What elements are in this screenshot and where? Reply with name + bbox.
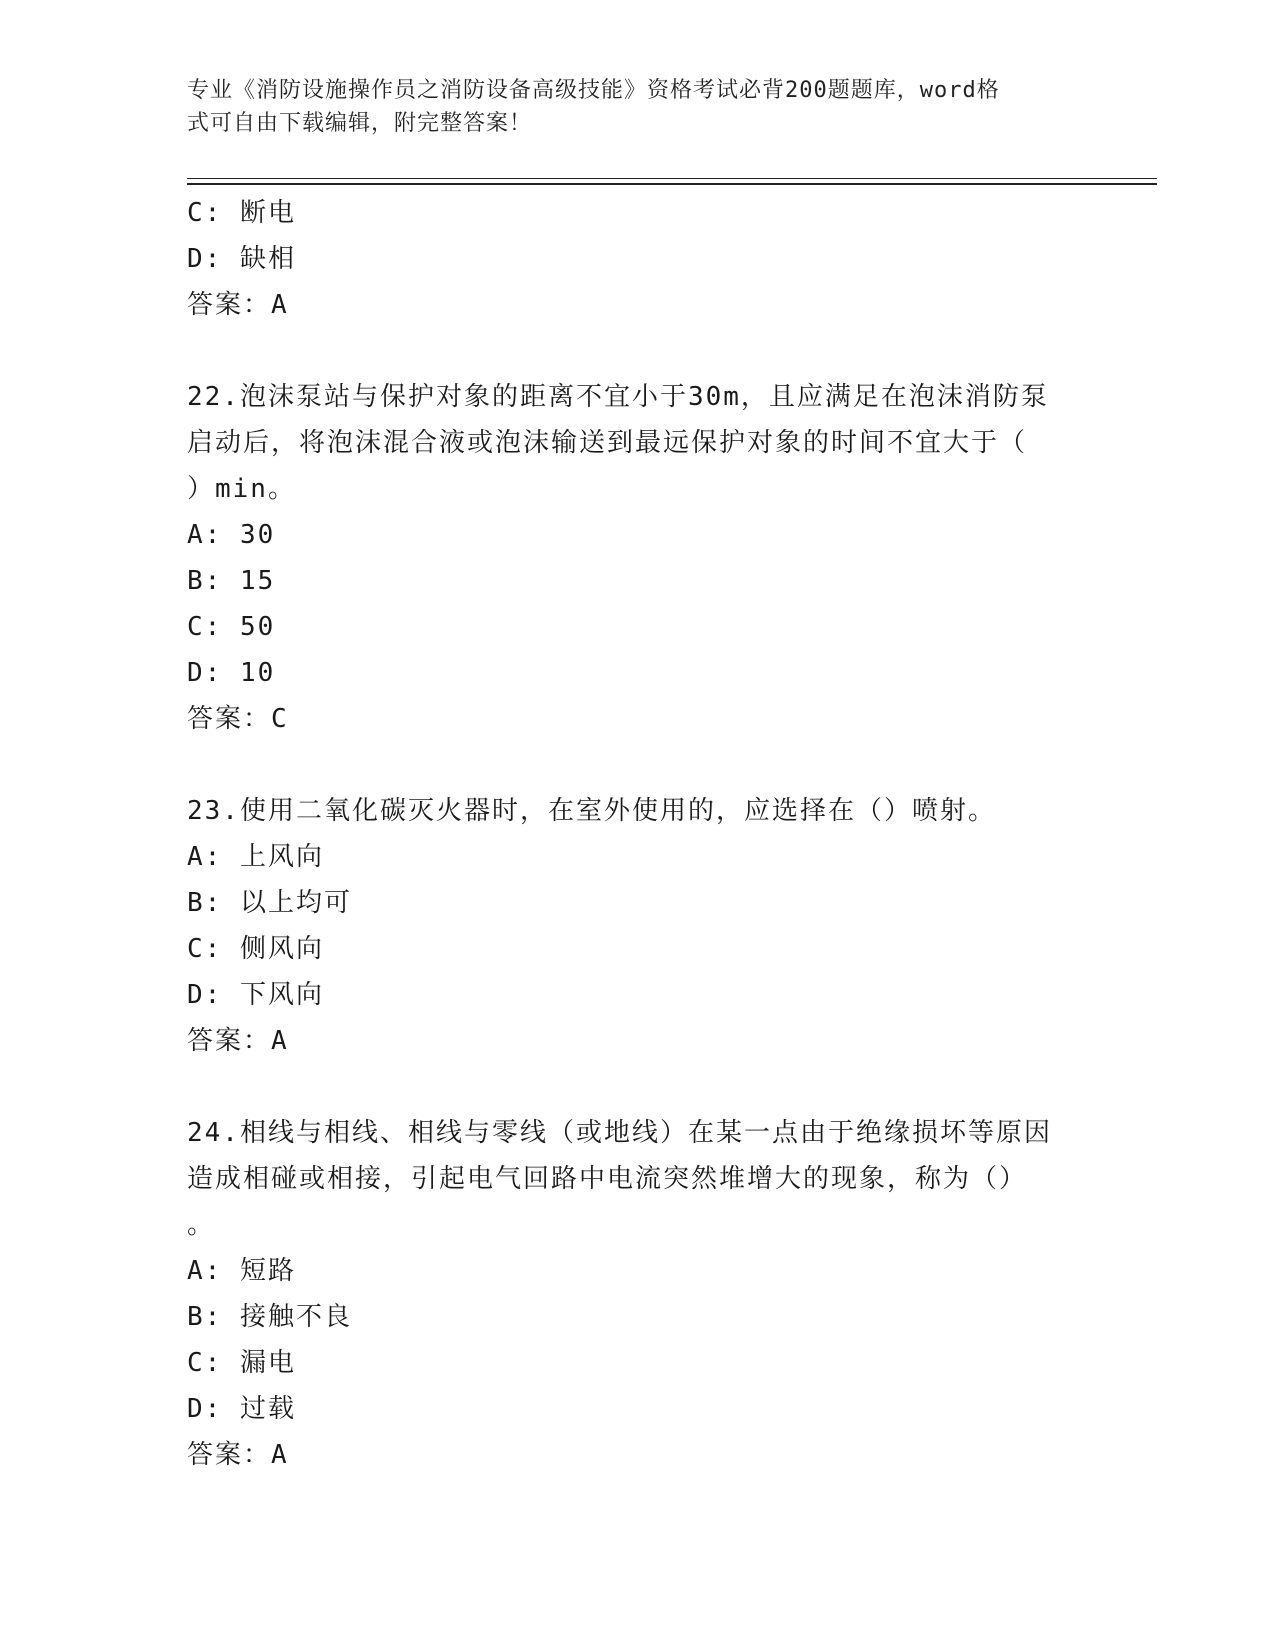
header-divider-thin: [187, 178, 1157, 179]
stem-line: 22.泡沫泵站与保护对象的距离不宜小于30m，且应满足在泡沫消防泵: [187, 382, 1049, 412]
answer: 答案：A: [187, 1026, 289, 1056]
stem-line: 造成相碰或相接，引起电气回路中电流突然堆增大的现象，称为（）: [187, 1164, 1028, 1194]
option-c: C: 断电: [187, 198, 296, 228]
option-d: D: 缺相: [187, 244, 296, 274]
option-a: A: 30: [187, 520, 276, 550]
option-b: B: 接触不良: [187, 1302, 352, 1332]
question-22: [187, 374, 1087, 742]
option-d: D: 下风向: [187, 980, 324, 1010]
option-b: B: 15: [187, 566, 276, 596]
header-line-1: 专业《消防设施操作员之消防设备高级技能》资格考试必背200题题库，word格: [187, 78, 1000, 103]
option-b: B: 以上均可: [187, 888, 352, 918]
option-c: C: 50: [187, 612, 276, 642]
question-24: [187, 1110, 1087, 1478]
option-d: D: 10: [187, 658, 276, 688]
header-divider-thick: [187, 183, 1157, 185]
stem-line: 23.使用二氧化碳灭火器时，在室外使用的，应选择在（）喷射。: [187, 796, 996, 826]
answer: 答案：C: [187, 704, 289, 734]
answer: 答案：A: [187, 1440, 289, 1470]
question-stem: [187, 1110, 1087, 1248]
option-c: C: 漏电: [187, 1348, 296, 1378]
stem-line: ）min。: [187, 474, 296, 504]
stem-line: 启动后，将泡沫混合液或泡沫输送到最远保护对象的时间不宜大于（: [187, 428, 1028, 458]
header-line-2: 式可自由下载编辑，附完整答案！: [187, 111, 533, 136]
option-a: A: 短路: [187, 1256, 296, 1286]
question-23: [187, 788, 1087, 1064]
option-c: C: 侧风向: [187, 934, 324, 964]
answer: 答案：A: [187, 290, 289, 320]
question-stem: [187, 374, 1087, 512]
question-stem: [187, 788, 1087, 834]
stem-line: 24.相线与相线、相线与零线（或地线）在某一点由于绝缘损坏等原因: [187, 1118, 1052, 1148]
document-header: [187, 74, 1067, 140]
stem-line: 。: [187, 1210, 216, 1240]
option-d: D: 过载: [187, 1394, 296, 1424]
option-a: A: 上风向: [187, 842, 324, 872]
question-list: [187, 190, 1087, 1478]
question-21-continuation: [187, 190, 1087, 328]
